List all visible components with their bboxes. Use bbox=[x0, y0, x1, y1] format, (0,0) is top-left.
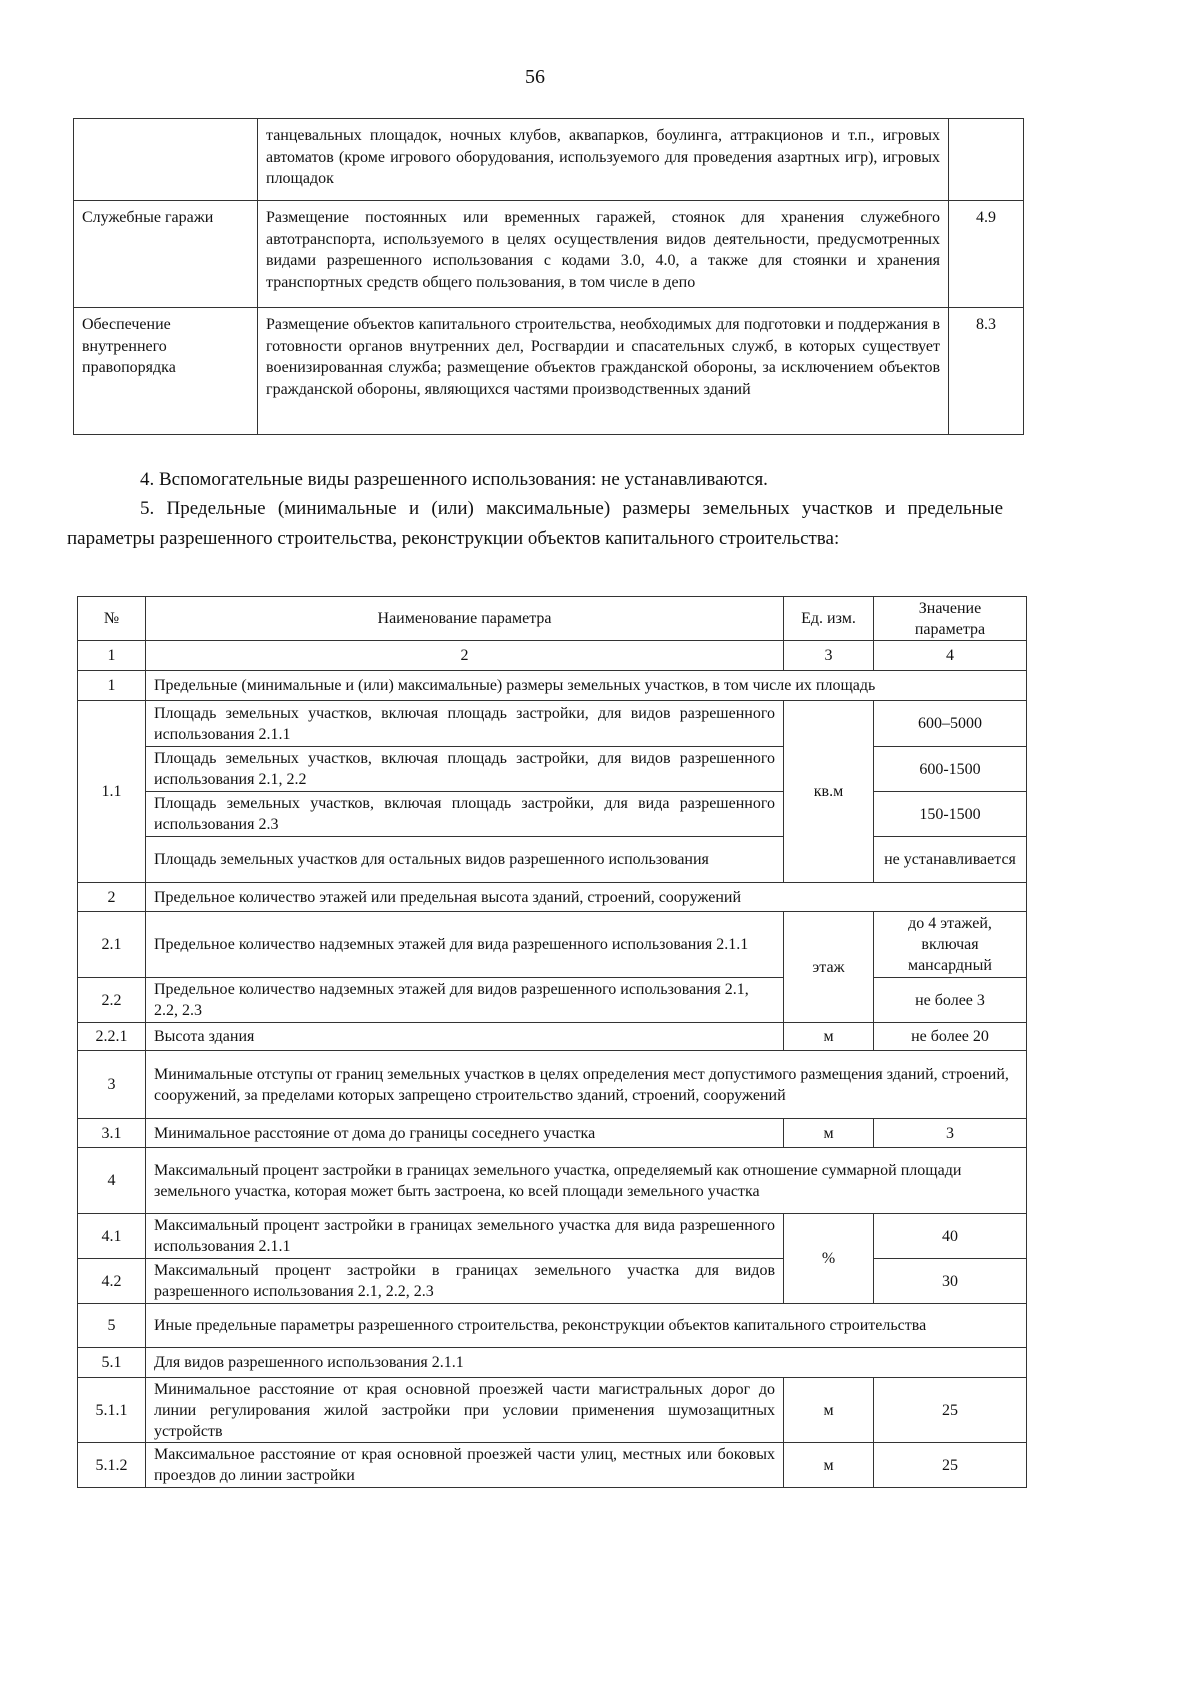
paragraph-5: 5. Предельные (минимальные и (или) максимальные) размеры земельных участков и предельные параметры разрешенного строительства, реконструкции объектов капитального строительства: bbox=[67, 498, 1003, 549]
parameters-table bbox=[77, 596, 1027, 1488]
row-name: Максимальный процент застройки в границах земельного участка, определяемый как отношение суммарной площади земельного участка, которая может быть застроена, ко всей площади земельного участка bbox=[146, 1148, 1027, 1214]
row-num: 3 bbox=[78, 1051, 146, 1119]
paragraph-4: 4. Вспомогательные виды разрешенного использования: не устанавливаются. bbox=[140, 469, 768, 490]
row-num: 5 bbox=[78, 1304, 146, 1348]
page-number: 56 bbox=[525, 66, 545, 88]
row-num: 4.1 bbox=[78, 1214, 146, 1259]
row-unit: м bbox=[784, 1023, 874, 1051]
table-row bbox=[78, 837, 1027, 883]
header-name: Наименование параметра bbox=[146, 597, 784, 641]
use-code: 4.9 bbox=[949, 201, 1024, 308]
row-num: 2.2 bbox=[78, 978, 146, 1023]
use-name bbox=[74, 119, 258, 201]
row-value: 30 bbox=[874, 1259, 1027, 1304]
row-name: Минимальное расстояние от дома до границы соседнего участка bbox=[146, 1119, 784, 1148]
section-row bbox=[78, 1304, 1027, 1348]
row-name: Предельное количество надземных этажей для вида разрешенного использования 2.1.1 bbox=[146, 912, 784, 978]
use-name: Обеспечение внутреннего правопорядка bbox=[74, 308, 258, 435]
row-value: не устанавливается bbox=[874, 837, 1027, 883]
use-description: Размещение объектов капитального строительства, необходимых для подготовки и поддержания в готовности органов внутренних дел, Росгвардии и спасательных служб, в которых существует военизированная служба; размещение объектов гражданской обороны, за исключением объектов гражданской обороны, являющихся частями производственных зданий bbox=[258, 308, 949, 435]
table-row bbox=[74, 308, 1024, 435]
row-num: 2.1 bbox=[78, 912, 146, 978]
row-num: 4.2 bbox=[78, 1259, 146, 1304]
row-value: 40 bbox=[874, 1214, 1027, 1259]
row-num: 2 bbox=[78, 883, 146, 912]
row-value: 25 bbox=[874, 1443, 1027, 1488]
row-name: Высота здания bbox=[146, 1023, 784, 1051]
col-number: 1 bbox=[78, 641, 146, 671]
section-row bbox=[78, 671, 1027, 701]
row-num: 1.1 bbox=[78, 701, 146, 883]
use-description: танцевальных площадок, ночных клубов, аквапарков, боулинга, аттракционов и т.п., игровых автоматов (кроме игрового оборудования, используемого для проведения азартных игр), игровых площадок bbox=[258, 119, 949, 201]
row-value: 3 bbox=[874, 1119, 1027, 1148]
section-row bbox=[78, 1348, 1027, 1378]
table-header-row bbox=[78, 597, 1027, 641]
row-num: 4 bbox=[78, 1148, 146, 1214]
row-name: Минимальное расстояние от края основной проезжей части магистральных дорог до линии регулирования жилой застройки при условии применения шумозащитных устройств bbox=[146, 1378, 784, 1443]
table-row bbox=[78, 1119, 1027, 1148]
use-description: Размещение постоянных или временных гаражей, стоянок для хранения служебного автотранспорта, используемого в целях осуществления видов деятельности, предусмотренных видами разрешенного использования с кодами 3.0, 4.0, а также для стоянки и хранения транспортных средств общего пользования, в том числе в депо bbox=[258, 201, 949, 308]
row-name: Максимальный процент застройки в границах земельного участка для вида разрешенного использования 2.1.1 bbox=[146, 1214, 784, 1259]
row-num: 5.1.1 bbox=[78, 1378, 146, 1443]
column-number-row bbox=[78, 641, 1027, 671]
row-name: Площадь земельных участков, включая площадь застройки, для видов разрешенного использования 2.1, 2.2 bbox=[146, 747, 784, 792]
land-use-table bbox=[73, 118, 1024, 435]
table-row bbox=[78, 1378, 1027, 1443]
col-number: 2 bbox=[146, 641, 784, 671]
row-value: не более 20 bbox=[874, 1023, 1027, 1051]
row-unit: м bbox=[784, 1119, 874, 1148]
row-value: 150-1500 bbox=[874, 792, 1027, 837]
table-row bbox=[78, 792, 1027, 837]
row-num: 5.1 bbox=[78, 1348, 146, 1378]
header-value: Значение параметра bbox=[874, 597, 1027, 641]
row-value: до 4 этажей, включая мансардный bbox=[874, 912, 1027, 978]
row-value: 600–5000 bbox=[874, 701, 1027, 747]
row-name: Иные предельные параметры разрешенного строительства, реконструкции объектов капитального строительства bbox=[146, 1304, 1027, 1348]
row-name: Максимальный процент застройки в границах земельного участка для видов разрешенного использования 2.1, 2.2, 2.3 bbox=[146, 1259, 784, 1304]
row-name: Минимальные отступы от границ земельных участков в целях определения мест допустимого размещения зданий, строений, сооружений, за пределами которых запрещено строительство зданий, строений, сооружений bbox=[146, 1051, 1027, 1119]
row-name: Площадь земельных участков, включая площадь застройки, для вида разрешенного использования 2.3 bbox=[146, 792, 784, 837]
row-value: 25 bbox=[874, 1378, 1027, 1443]
row-name: Максимальное расстояние от края основной проезжей части улиц, местных или боковых проездов до линии застройки bbox=[146, 1443, 784, 1488]
table-row bbox=[78, 978, 1027, 1023]
table-row bbox=[78, 912, 1027, 978]
section-row bbox=[78, 1051, 1027, 1119]
row-unit: м bbox=[784, 1378, 874, 1443]
table-row bbox=[78, 747, 1027, 792]
table-row bbox=[78, 1214, 1027, 1259]
row-name: Площадь земельных участков, включая площадь застройки, для видов разрешенного использования 2.1.1 bbox=[146, 701, 784, 747]
col-number: 3 bbox=[784, 641, 874, 671]
row-value: 600-1500 bbox=[874, 747, 1027, 792]
table-row bbox=[74, 201, 1024, 308]
row-unit: кв.м bbox=[784, 701, 874, 883]
col-number: 4 bbox=[874, 641, 1027, 671]
table-row bbox=[78, 1023, 1027, 1051]
row-num: 3.1 bbox=[78, 1119, 146, 1148]
row-name: Предельное количество этажей или предельная высота зданий, строений, сооружений bbox=[146, 883, 1027, 912]
row-value: не более 3 bbox=[874, 978, 1027, 1023]
section-row bbox=[78, 883, 1027, 912]
section-row bbox=[78, 1148, 1027, 1214]
row-num: 1 bbox=[78, 671, 146, 701]
header-num: № bbox=[78, 597, 146, 641]
table-row bbox=[74, 119, 1024, 201]
use-name: Служебные гаражи bbox=[74, 201, 258, 308]
row-name: Для видов разрешенного использования 2.1.1 bbox=[146, 1348, 1027, 1378]
table-row bbox=[78, 701, 1027, 747]
header-unit: Ед. изм. bbox=[784, 597, 874, 641]
row-name: Площадь земельных участков для остальных видов разрешенного использования bbox=[146, 837, 784, 883]
table-row bbox=[78, 1259, 1027, 1304]
table-row bbox=[78, 1443, 1027, 1488]
row-unit: % bbox=[784, 1214, 874, 1304]
row-name: Предельное количество надземных этажей для видов разрешенного использования 2.1, 2.2, 2.3 bbox=[146, 978, 784, 1023]
row-unit: м bbox=[784, 1443, 874, 1488]
row-num: 2.2.1 bbox=[78, 1023, 146, 1051]
row-unit: этаж bbox=[784, 912, 874, 1023]
row-name: Предельные (минимальные и (или) максимальные) размеры земельных участков, в том числе их площадь bbox=[146, 671, 1027, 701]
use-code bbox=[949, 119, 1024, 201]
use-code: 8.3 bbox=[949, 308, 1024, 435]
row-num: 5.1.2 bbox=[78, 1443, 146, 1488]
